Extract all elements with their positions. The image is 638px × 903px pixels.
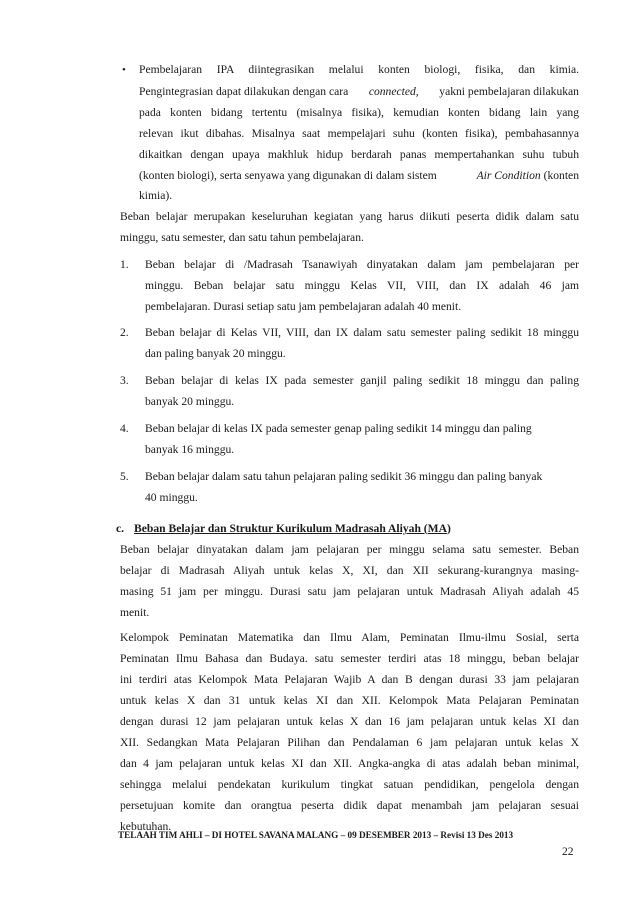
section-line: menit.: [120, 606, 150, 619]
list-line: Beban belajar di kelas IX pada semester ganjil paling sedikit 18 minggu dan paling: [145, 374, 579, 387]
bullet-marker: •: [122, 64, 126, 76]
list-line: minggu. Beban belajar satu minggu Kelas VII, VIII, dan IX adalah 46 jam: [145, 279, 579, 292]
bullet-line-text: Pengintegrasian dapat dilakukan dengan cara: [139, 85, 349, 98]
list-line: 40 minggu.: [145, 491, 198, 504]
bullet-line-text: yakni pembelajaran dilakukan: [439, 85, 579, 98]
bullet-line-italic: Air Condition: [476, 169, 541, 182]
section-title-abbr: MA: [427, 522, 447, 535]
section-line: sehingga melalui pendekatan kurikulum tingkat satuan pendidikan, pengelola dengan: [120, 778, 579, 791]
section-line: ini terdiri atas Kelompok Mata Pelajaran Wajib A dan B dengan durasi 33 jam pelajaran: [120, 673, 579, 686]
list-line: pembelajaran. Durasi setiap satu jam pembelajaran adalah 40 menit.: [145, 300, 462, 313]
section-line: Peminatan Ilmu Bahasa dan Budaya. satu semester terdiri atas 18 minggu, beban belajar: [120, 652, 579, 665]
section-line: Beban belajar dinyatakan dalam jam pelajaran per minggu selama satu semester. Beban: [120, 543, 579, 556]
list-line: banyak 20 minggu.: [145, 395, 235, 408]
bullet-line: relevan ikut dibahas. Misalnya saat mempelajari suhu (konten fisika), pembahasannya: [139, 127, 579, 140]
bullet-line-italic: connected,: [368, 85, 419, 98]
list-line: banyak 16 minggu.: [145, 443, 235, 456]
list-line: Beban belajar di kelas IX pada semester genap paling sedikit 14 minggu dan paling: [145, 422, 532, 435]
list-number: 2.: [120, 326, 129, 339]
section-line: dan 4 jam pelajaran untuk kelas XI dan XII. Angka-angka di atas adalah beban minimal,: [120, 757, 579, 770]
section-title-end: ): [447, 522, 451, 535]
list-number: 4.: [120, 422, 129, 435]
bullet-line: dikaitkan dengan upaya makhluk hidup berdarah panas mempertahankan suhu tubuh: [139, 148, 579, 161]
list-number: 5.: [120, 470, 129, 483]
section-line: kebutuhan.: [120, 820, 172, 833]
bullet-line-text: (konten: [543, 169, 579, 182]
section-line: masing 51 jam per minggu. Durasi satu jam pelajaran untuk Madrasah Aliyah adalah 45: [120, 585, 579, 598]
intro-line: minggu, satu semester, dan satu tahun pembelajaran.: [120, 231, 364, 244]
list-number: 1.: [120, 258, 129, 271]
list-line: Beban belajar di Kelas VII, VIII, dan IX dalam satu semester paling sedikit 18 minggu: [145, 326, 579, 339]
bullet-line: [139, 85, 579, 99]
list-line: Beban belajar dalam satu tahun pelajaran paling sedikit 36 minggu dan paling banyak: [145, 470, 543, 483]
intro-line: Beban belajar merupakan keseluruhan kegiatan yang harus diikuti peserta didik dalam satu: [120, 210, 579, 223]
page-footer: TELAAH TIM AHLI – DI HOTEL SAVANA MALANG – 09 DESEMBER 2013 – Revisi 13 Des 2013: [118, 830, 514, 840]
section-line: persetujuan komite dan orangtua peserta didik dapat menambah jam pelajaran sesuai: [120, 799, 579, 812]
section-line: Kelompok Peminatan Matematika dan Ilmu Alam, Peminatan Ilmu-ilmu Sosial, serta: [120, 631, 579, 644]
bullet-line: [139, 169, 579, 183]
bullet-line: Pembelajaran IPA diintegrasikan melalui konten biologi, fisika, dan kimia.: [139, 63, 579, 76]
list-line: Beban belajar di /Madrasah Tsanawiyah dinyatakan dalam jam pembelajaran per: [145, 258, 579, 271]
section-title: Beban Belajar dan Struktur Kurikulum Madrasah Aliyah (: [134, 522, 428, 535]
section-line: belajar di Madrasah Aliyah untuk kelas X, XI, dan XII sekurang-kurangnya masing-: [120, 564, 579, 577]
section-line: untuk kelas X dan 31 untuk kelas XI dan XII. Kelompok Mata Pelajaran Peminatan: [120, 694, 579, 707]
bullet-line: pada konten bidang tertentu (misalnya fisika), kemudian konten bidang lain yang: [139, 106, 579, 119]
section-label: c.: [116, 522, 125, 535]
section-line: dengan durasi 12 jam pelajaran untuk kelas X dan 16 jam pelajaran untuk kelas XI dan: [120, 715, 579, 728]
bullet-line: kimia).: [139, 189, 173, 202]
section-heading: [134, 522, 451, 536]
page-number: 22: [562, 845, 574, 858]
section-line: XII. Sedangkan Mata Pelajaran Pilihan dan Pendalaman 6 jam pelajaran untuk kelas X: [120, 736, 579, 749]
list-line: dan paling banyak 20 minggu.: [145, 347, 286, 360]
list-number: 3.: [120, 374, 129, 387]
bullet-line-text: (konten biologi), serta senyawa yang digunakan di dalam sistem: [139, 169, 437, 182]
